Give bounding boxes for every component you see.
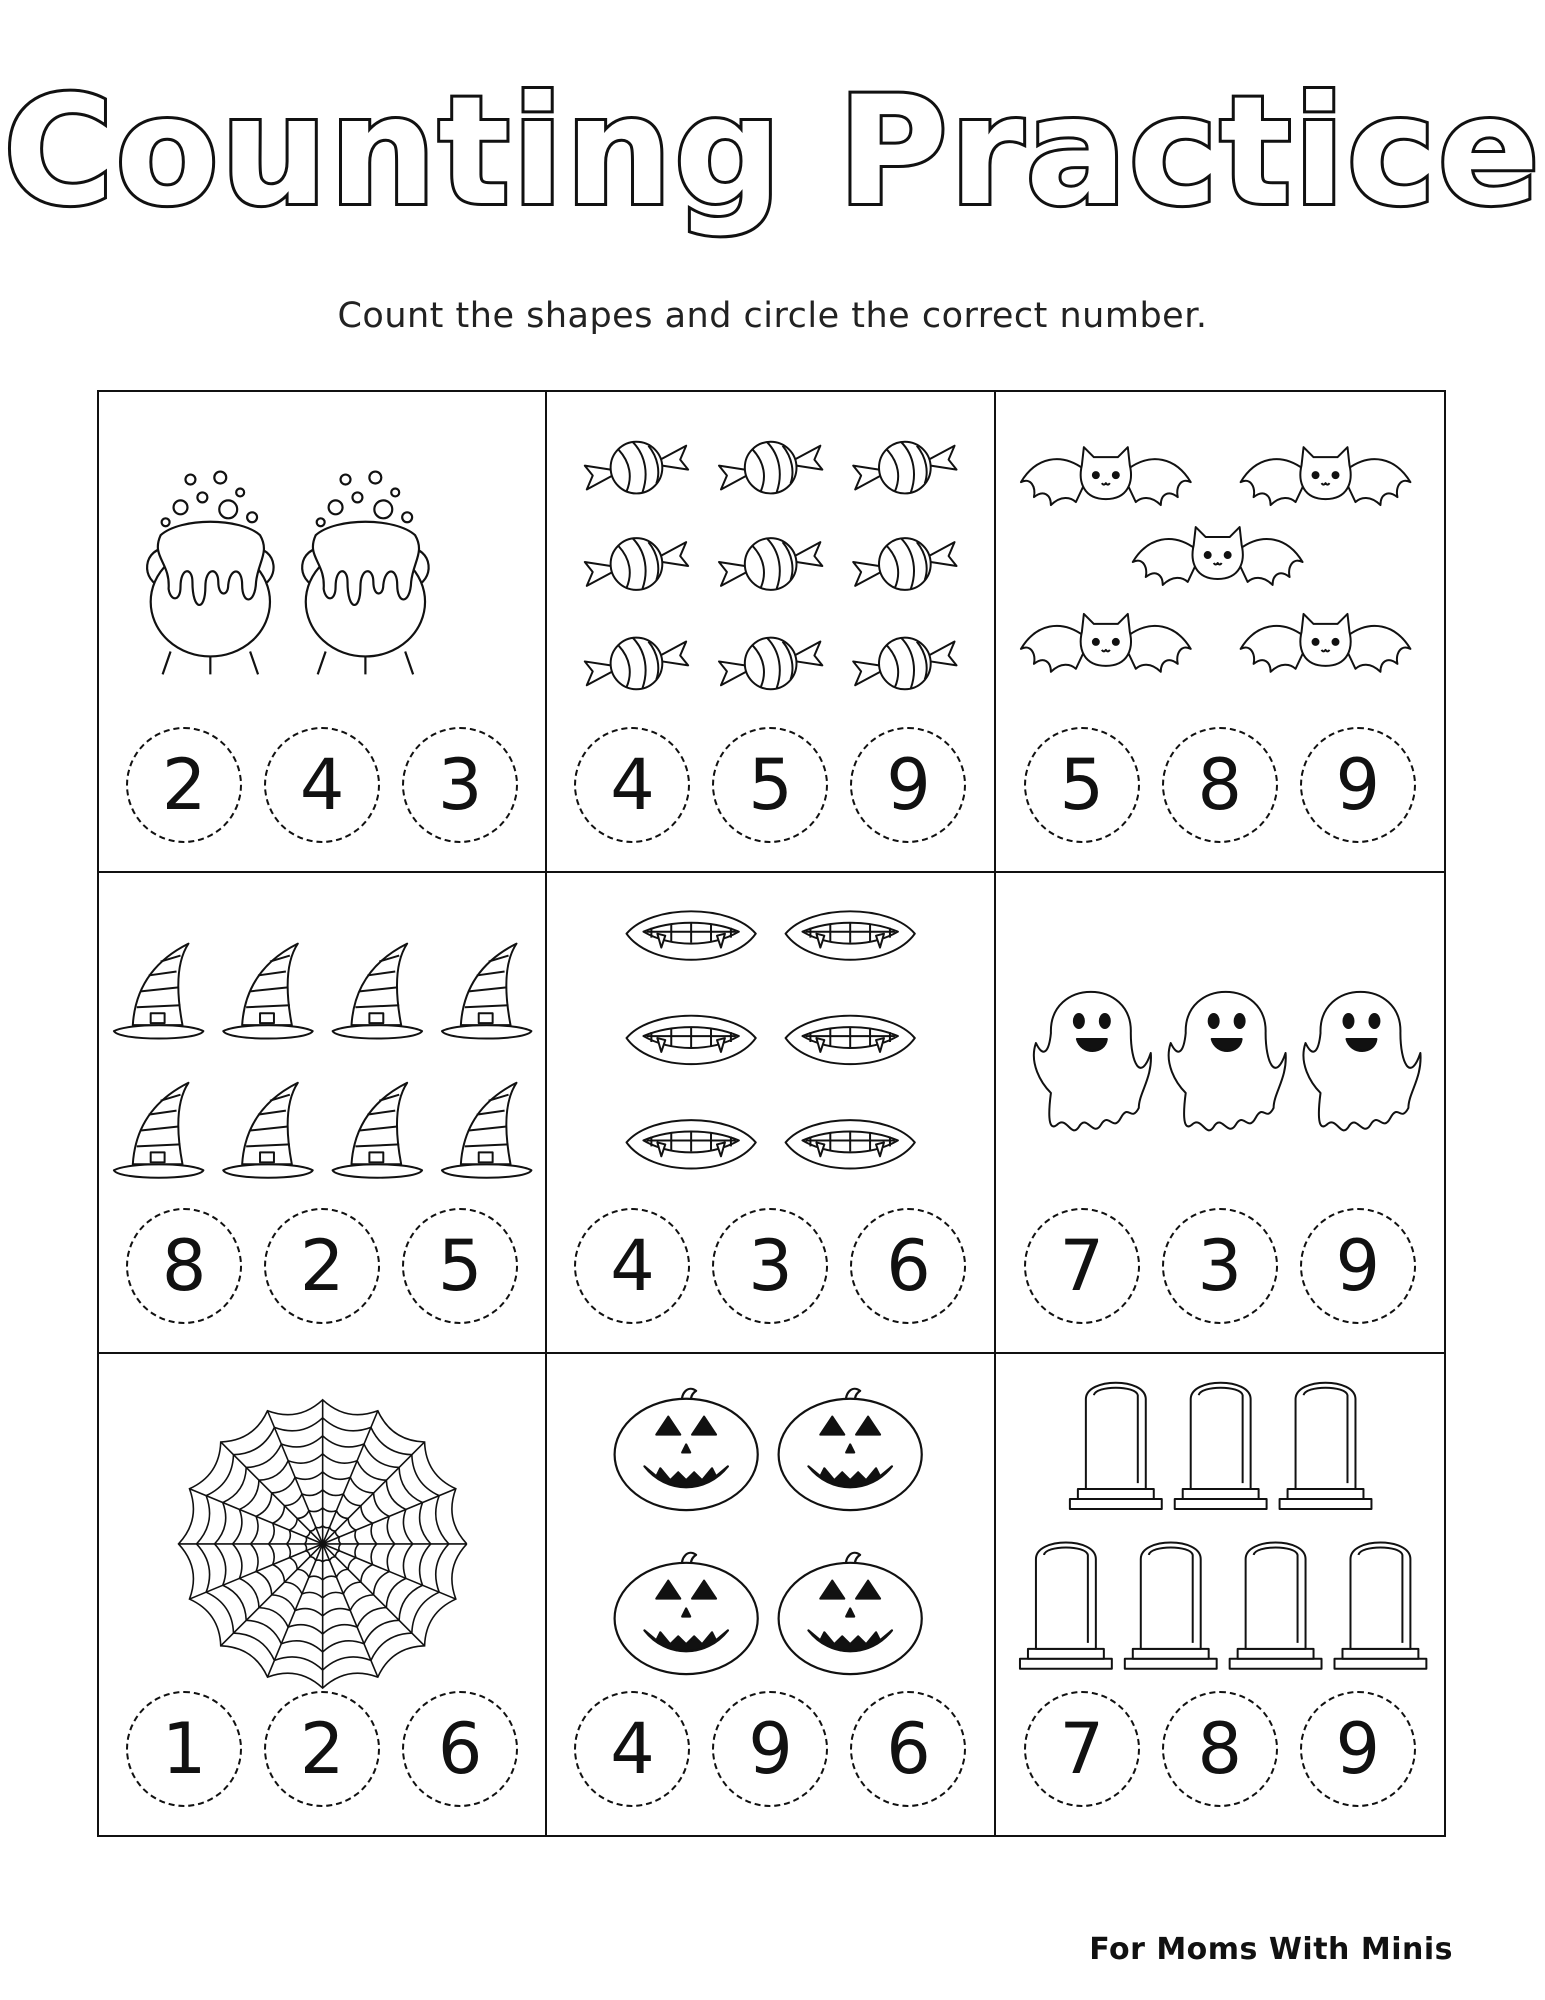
answer-choices (996, 727, 1444, 843)
bat-icon (996, 392, 1444, 742)
answer-option[interactable]: 9 (1300, 1691, 1416, 1807)
worksheet-title: Counting Practice (3, 65, 1542, 239)
jack-o-lantern-icon (547, 1354, 993, 1704)
brand-credit: For Moms With Minis (1089, 1932, 1453, 1967)
answer-option[interactable]: 2 (264, 1691, 380, 1807)
witch-hat-icon (99, 873, 545, 1223)
tombstone-icon (996, 1354, 1444, 1704)
answer-option[interactable]: 6 (850, 1691, 966, 1807)
answer-option[interactable]: 6 (402, 1691, 518, 1807)
answer-option[interactable]: 5 (712, 727, 828, 843)
answer-option[interactable]: 2 (264, 1208, 380, 1324)
answer-option[interactable]: 3 (712, 1208, 828, 1324)
ghost-icon (996, 873, 1444, 1223)
counting-cell-candies (547, 392, 995, 873)
spider-web-icon (99, 1354, 545, 1704)
counting-cell-bats (996, 392, 1444, 873)
candy-icon (547, 392, 993, 742)
answer-option[interactable]: 4 (574, 1208, 690, 1324)
answer-option[interactable]: 3 (1162, 1208, 1278, 1324)
answer-choices (99, 727, 545, 843)
counting-cell-spider-web (99, 1354, 547, 1835)
answer-option[interactable]: 7 (1024, 1691, 1140, 1807)
counting-cell-witch-hats (99, 873, 547, 1354)
answer-choices (996, 1691, 1444, 1807)
answer-option[interactable]: 8 (126, 1208, 242, 1324)
answer-choices (996, 1208, 1444, 1324)
answer-option[interactable]: 6 (850, 1208, 966, 1324)
answer-option[interactable]: 4 (264, 727, 380, 843)
answer-option[interactable]: 7 (1024, 1208, 1140, 1324)
counting-cell-cauldrons (99, 392, 547, 873)
answer-option[interactable]: 4 (574, 727, 690, 843)
answer-option[interactable]: 9 (1300, 727, 1416, 843)
answer-option[interactable]: 5 (1024, 727, 1140, 843)
answer-option[interactable]: 4 (574, 1691, 690, 1807)
counting-cell-tombstones (996, 1354, 1444, 1835)
answer-choices (99, 1208, 545, 1324)
answer-choices (99, 1691, 545, 1807)
answer-choices (547, 727, 993, 843)
answer-option[interactable]: 9 (712, 1691, 828, 1807)
answer-option[interactable]: 3 (402, 727, 518, 843)
counting-cell-vampire-mouths (547, 873, 995, 1354)
answer-choices (547, 1691, 993, 1807)
answer-option[interactable]: 5 (402, 1208, 518, 1324)
answer-option[interactable]: 9 (1300, 1208, 1416, 1324)
counting-cell-ghosts (996, 873, 1444, 1354)
answer-option[interactable]: 9 (850, 727, 966, 843)
worksheet-instructions: Count the shapes and circle the correct number. (337, 296, 1208, 336)
counting-grid (97, 390, 1446, 1837)
vampire-mouth-icon (547, 873, 993, 1223)
answer-option[interactable]: 8 (1162, 727, 1278, 843)
answer-option[interactable]: 8 (1162, 1691, 1278, 1807)
answer-choices (547, 1208, 993, 1324)
answer-option[interactable]: 2 (126, 727, 242, 843)
answer-option[interactable]: 1 (126, 1691, 242, 1807)
counting-cell-pumpkins (547, 1354, 995, 1835)
cauldron-icon (99, 392, 545, 742)
